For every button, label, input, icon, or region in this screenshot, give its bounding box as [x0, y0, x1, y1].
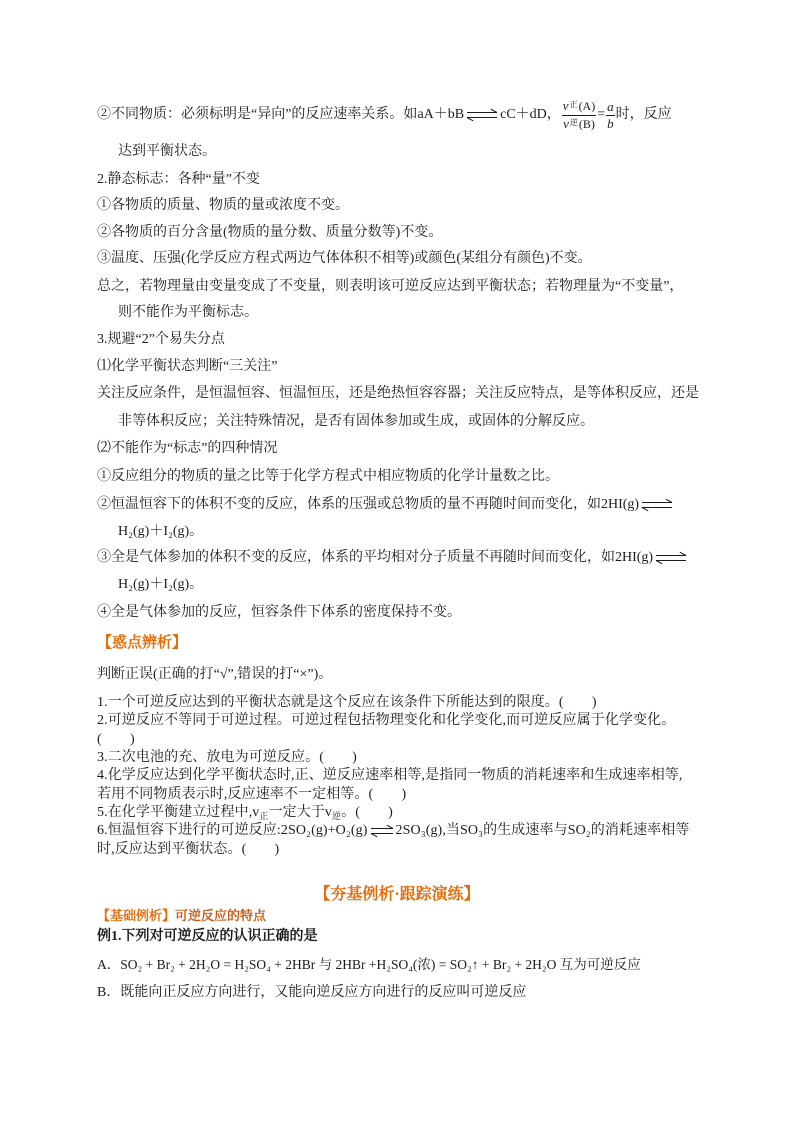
quiz-question-5: 5.在化学平衡建立过程中$,v_正$一定大于$v_逆$。( ) [97, 805, 393, 821]
case-3-text: ③全是气体参加的体积不变的反应，体系的平均相对分子质量不再随时间而变化，如2HI(g) [97, 550, 654, 565]
fraction-denominator: b [607, 115, 614, 131]
equals-sign: = [597, 107, 606, 122]
different-substance-text: ②不同物质：必须标明是“异向”的反应速率关系。如 [97, 107, 418, 122]
different-substance-continuation: 达到平衡状态。 [118, 144, 216, 159]
different-substance-line [97, 97, 672, 131]
equilibrium-arrow-icon [656, 555, 686, 561]
summary-line-2: 则不能作为平衡标志。 [118, 305, 258, 320]
rate-ratio-fraction [562, 99, 596, 132]
basic-example-header [97, 907, 266, 925]
quiz-question-1: 1.一个可逆反应达到的平衡状态就是这个反应在该条件下所能达到的限度。( ) [97, 695, 597, 710]
three-concerns-title: ⑴化学平衡状态判断“三关注” [97, 359, 278, 374]
fraction-numerator: $v^正(A)$ [562, 99, 596, 116]
quiz-question-4: 4.化学反应达到化学平衡状态时,正、逆反应速率相等,是指同一物质的消耗速率和生成速率相等, [97, 768, 683, 783]
case-3-continuation: H₂(g)＋I₂(g)。 [118, 577, 204, 592]
quiz-question-6-tail: 2SO₃(g),当SO₃的生成速率与SO₂的消耗速率相等 [395, 823, 690, 838]
three-concerns-text-1: 关注反应条件，是恒温恒容、恒温恒压，还是绝热恒容容器；关注反应特点，是等体积反应，还是 [97, 386, 699, 401]
case-1: ①反应组分的物质的量之比等于化学方程式中相应物质的化学计量数之比。 [97, 469, 559, 484]
equation-right: cC＋dD， [500, 107, 561, 122]
quiz-instruction: 判断正误(正确的打“√”,错误的打“×”)。 [97, 667, 333, 682]
four-cases-title: ⑵不能作为“标志”的四种情况 [97, 441, 278, 456]
quiz-question-2-blank: ( ) [97, 732, 135, 747]
basic-example-tag: 【基础例析】 [97, 908, 176, 923]
static-item-2: ②各物质的百分含量(物质的量分数、质量分数等)不变。 [97, 225, 443, 240]
quiz-question-3: 3.二次电池的充、放电为可逆反应。( ) [97, 750, 357, 765]
static-item-1: ①各物质的质量、物质的量或浓度不变。 [97, 198, 349, 213]
coefficient-ratio-fraction [606, 100, 615, 131]
case-4: ④全是气体参加的反应，恒容条件下体系的密度保持不变。 [97, 605, 461, 620]
basic-example-topic: 可逆反应的特点 [175, 908, 267, 923]
three-concerns-text-2: 非等体积反应；关注特殊情况，是否有固体参加或生成，或固体的分解反应。 [118, 414, 594, 429]
quiz-question-4-continuation: 若用不同物质表示时,反应速率不一定相等。( ) [97, 787, 407, 802]
equation-left: aA＋bB [417, 107, 465, 122]
different-substance-tail: 时，反应 [615, 107, 672, 122]
practice-heading: 【夯基例析·跟踪演练】 [314, 886, 480, 903]
quiz-heading: 【惑点辨析】 [97, 635, 188, 651]
static-item-3: ③温度、压强(化学反应方程式两边气体体积不相等)或颜色(某组分有颜色)不变。 [97, 251, 592, 266]
quiz-question-6-continuation: 时,反应达到平衡状态。( ) [97, 842, 280, 857]
fraction-denominator: $v^逆(B)$ [563, 115, 595, 131]
summary-line-1: 总之，若物理量由变量变成了不变量，则表明该可逆反应达到平衡状态；若物理量为“不变量”， [97, 279, 684, 294]
quiz-question-6 [97, 822, 689, 840]
case-3 [97, 548, 689, 568]
example-1-title: 例1.下列对可逆反应的认识正确的是 [97, 929, 318, 944]
equilibrium-arrow-icon [642, 502, 672, 508]
fraction-numerator: a [607, 98, 614, 114]
quiz-question-2: 2.可逆反应不等同于可逆过程。可逆过程包括物理变化和化学变化,而可逆反应属于化学变化。 [97, 713, 676, 728]
equilibrium-arrow-icon [371, 828, 393, 834]
equilibrium-arrow-icon [467, 112, 497, 118]
example-1-option-b: B．既能向正反应方向进行，又能向逆反应方向进行的反应叫可逆反应 [97, 985, 527, 1000]
example-1-option-a: A．SO₂ + Br₂ + 2H₂O = H₂SO₄ + 2HBr 与 2HBr +H₂SO₄(浓) = SO₂↑ + Br₂ + 2H₂O 互为可逆反应 [97, 957, 641, 972]
static-marker-title: 2.静态标志：各种“量”不变 [97, 172, 260, 187]
case-2 [97, 495, 675, 515]
case-2-continuation: H₂(g)＋I₂(g)。 [118, 524, 204, 539]
case-2-text: ②恒温恒容下的体积不变的反应，体系的压强或总物质的量不再随时间而变化，如2HI(g) [97, 497, 640, 512]
quiz-question-6-text: 6.恒温恒容下进行的可逆反应:2SO₂(g)+O₂(g) [97, 823, 368, 838]
pitfalls-title: 3.规避“2”个易失分点 [97, 332, 225, 347]
